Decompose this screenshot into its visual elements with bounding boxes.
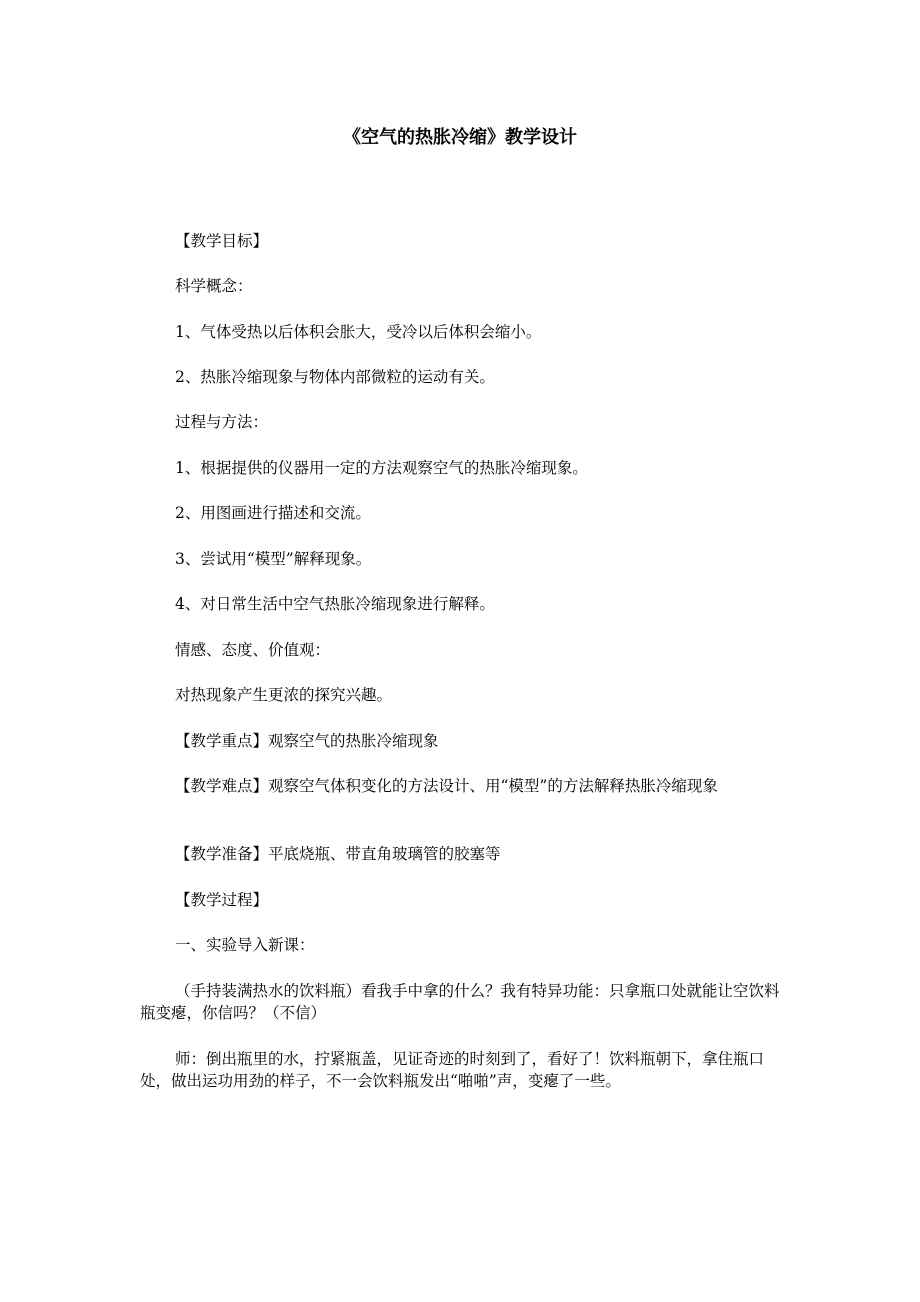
- section-difficulties: 【教学难点】观察空气体积变化的方法设计、用“模型”的方法解释热胀冷缩现象: [175, 777, 718, 795]
- paragraph: 师：倒出瓶里的水，拧紧瓶盖，见证奇迹的时刻到了，看好了！饮料瓶朝下，拿住瓶口处，做出运功用劲的样子，不一会饮料瓶发出“啪啪”声，变瘪了一些。: [140, 1050, 765, 1090]
- paragraph: （手持装满热水的饮料瓶）看我手中拿的什么？我有特异功能：只拿瓶口处就能让空饮料瓶变瘪，你信吗？（不信）: [140, 982, 780, 1022]
- subheading-intro: 一、实验导入新课：: [175, 936, 315, 954]
- subheading-methods: 过程与方法：: [175, 413, 269, 431]
- section-heading-process: 【教学过程】: [175, 891, 269, 909]
- paragraph: 2、用图画进行描述和交流。: [175, 504, 371, 522]
- paragraph: 1、气体受热以后体积会胀大，受冷以后体积会缩小。: [175, 323, 542, 341]
- paragraph: 3、尝试用“模型”解释现象。: [175, 550, 372, 568]
- section-key-points: 【教学重点】观察空气的热胀冷缩现象: [175, 732, 439, 750]
- paragraph: 4、对日常生活中空气热胀冷缩现象进行解释。: [175, 595, 495, 613]
- section-heading-objectives: 【教学目标】: [175, 232, 269, 250]
- document-title: 《空气的热胀冷缩》教学设计: [343, 127, 577, 148]
- subheading-concepts: 科学概念：: [175, 277, 253, 295]
- paragraph: 1、根据提供的仪器用一定的方法观察空气的热胀冷缩现象。: [175, 459, 588, 477]
- section-preparation: 【教学准备】平底烧瓶、带直角玻璃管的胶塞等: [175, 845, 501, 863]
- paragraph: 对热现象产生更浓的探究兴趣。: [175, 686, 393, 704]
- paragraph: 2、热胀冷缩现象与物体内部微粒的运动有关。: [175, 368, 495, 386]
- subheading-values: 情感、态度、价值观：: [175, 641, 331, 659]
